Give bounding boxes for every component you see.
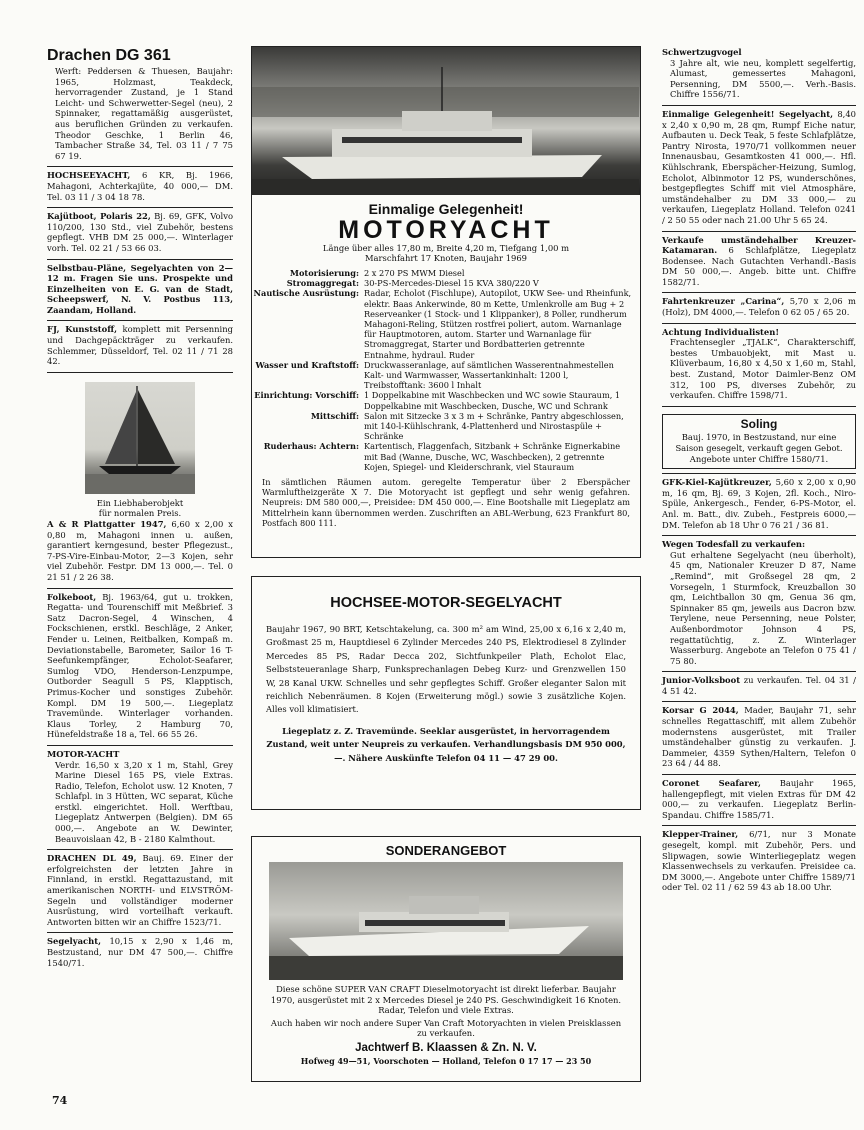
- caption-line-2: für normalen Preis.: [98, 508, 182, 519]
- ad-katamaran: [662, 232, 856, 294]
- motoryacht-kicker: Einmalige Gelegenheit!: [368, 201, 524, 217]
- spec-label: Ruderhaus: Achtern:: [263, 441, 359, 452]
- ad-body: zu verkaufen. Tel. 04 31 / 4 51 42.: [662, 675, 856, 696]
- ad-body: 8,40 x 2,40 x 0,90 m, 28 qm, Rumpf Eiche natur, Aufbauten u. Deck Teak, 5 feste Schlafplätze, Pantry Nirosta, 1970/71 vollkommen neuer Innenausbau, Gesamtkosten 41 000,—. Hfl. Kühlschrank, Eberspächer-Heizung, Sumlog, Echolot, Albinmotor 12 PS, wunderschönes, bestgepflegtes Schiff mit viel Atmosphäre, umständehalber zu DM 33 000,— zu verkaufen, Liegeplatz Holland. Telefon 0241 / 2 50 55 oder nach 21.00 Uhr 5 65 24.: [662, 108, 856, 225]
- spec-label: Stromaggregat:: [286, 278, 359, 289]
- ad-head: HOCHSEEYACHT,: [47, 170, 131, 181]
- ad-body: Frachtensegler „TJALK“, Charakterschiff, bestes Umbauobjekt, mit Mast u. Klüverbaum, 16,80 x 4,50 x 1,60 m, Stahl, best. Zustand, Motor Daimler-Benz OM 312, 100 PS, diverses Zubehör, zu verkaufen. Chiffre 1598/71.: [670, 337, 856, 401]
- spec-row: [252, 411, 632, 442]
- ad-body: 6 Schlafplätze, Liegeplatz Bodensee. Nach Gutachten Verhandl.-Basis DM 50 000,—. Angeb. bitte unt. Chiffre 1582/71.: [662, 245, 857, 287]
- ad-head: Schwertzugvogel: [662, 47, 742, 57]
- spec-row: [252, 390, 632, 410]
- spec-value: Kartentisch, Flaggenfach, Sitzbank + Schränke Eignerkabine mit Bad (Wanne, Dusche, WC, Waschbecken), 2 getrennte Kojen, Spiegel- und Kleiderschrank, viel Stauraum: [364, 441, 621, 472]
- ad-selbstbau: [47, 260, 233, 322]
- spec-value: Radar, Echolot (Fischlupe), Autopilot, UKW See- und Rheinfunk, elektr. Baas Ankerwinde, 80 m Kette, Umlenkrolle am Bug + 2 Reserveanker (1 Stock- und 1 Klippanker), 8 Poller, rundherum Mahagoni-Reling, Stützen rostfrei poliert, autom. Warnanlage für Hauptmotoren, autom. Starter und Warnanlage für Stromaggregat, Starter und Bordbatterien getrennte Entnahme, hydraul. Ruder: [364, 288, 632, 360]
- ad-body: komplett mit Persenning und Dachgepäckträger zu verkaufen. Schlemmer, Düsseldorf, Tel. 02 11 / 71 28 42.: [47, 324, 233, 367]
- ad-body: Bj. 69, GFK, Volvo 110/200, 130 Std., viel Zubehör, bestens gepflegt. VHB DM 25 000,—. Winterlager vorh. Tel. 02 21 / 53 66 03.: [47, 211, 233, 253]
- ad-body: Werft: Peddersen & Thuesen, Baujahr: 1965, Holzmast, Teakdeck, hervorragender Zustand, je 1 Stand Leicht- und Schwerwetter-Segel (neu), 2 Spinnaker, regattamäßig ausgerüstet, aus beruflichen Gründen zu verkaufen. Theodor Geschke, 1 Berlin 46, Tambacher Straße 34, Tel. 03 11 / 7 75 67 19.: [55, 66, 233, 161]
- sonder-photo: [269, 862, 623, 980]
- ad-head: Junior-Volksboot: [662, 675, 741, 686]
- ad-head: Einmalige Gelegenheit! Segelyacht,: [662, 108, 834, 119]
- sailboat-icon: [85, 382, 195, 494]
- ad-body: Bauj. 1970, in Bestzustand, nur eine Saison gesegelt, verkauft gegen Gebot. Angebote unter Chiffre 1580/71.: [675, 432, 843, 464]
- spec-row: [252, 360, 632, 391]
- ad-soling: [662, 407, 856, 469]
- motoryacht-title: MOTORYACHT: [338, 216, 554, 244]
- ad-body: Fragen Sie uns. Prospekte und Einzelheiten von E. G. van de Stadt, Scheepswerf, N. V. Postbus 113, Zaandam, Holland.: [47, 273, 233, 315]
- ad-head: Korsar G 2044,: [662, 705, 739, 716]
- motoryacht-icon: [252, 47, 639, 195]
- spec-value: 2 x 270 PS MWM Diesel: [364, 268, 465, 278]
- ad-segelyacht: [47, 933, 233, 973]
- sonder-body-2: Auch haben wir noch andere Super Van Craft Motoryachten in vielen Preisklassen zu verkaufen.: [270, 1017, 622, 1039]
- motoryacht-ad: [251, 46, 641, 558]
- ad-body: Bj. 1963/64, gut u. trokken, Regatta- und Tourenschiff mit Meßbrief. 3 Satz Dacron-Segel, 4 Winschen, 4 Fockschienen, erstkl. Beschläge, 2 Anker, Fender u. Leinen, Reitbalken, Kompaß m. Deviationstabelle, Barometer, Sailor 16 T-Seefunkempfänger, Echolot-Seafarer, Sumlog VDO, Henderson-Lenzpumpe, Outborder Seagull 5 PS, Klapptisch, Primus-Kocher und sonstiges Zubehör. Kompl. DM 19 500,—. Liegeplatz Travemünde. Winterlager vorhanden. Klaus Torley, 2 Hamburg 70, Hünefeldstraße 18 a, Tel. 66 55 26.: [47, 591, 233, 740]
- spec-label: Mittschiff:: [310, 410, 359, 421]
- spec-row: [252, 288, 632, 359]
- ad-head: Verkaufe umständehalber Kreuzer-Katamaran.: [662, 234, 856, 256]
- ad-body: 5,70 x 2,06 m (Holz), DM 4000,—. Telefon 0 62 05 / 65 20.: [662, 296, 856, 318]
- ad-body: Gut erhaltene Segelyacht (neu überholt), 45 qm, Nationaler Kreuzer D 87, Name „Remind“, mit Großsegel 28 qm, 2 Vorsegeln, 1 Sturmfock, Kreuzballon 30 qm, Leichtballon 30 qm, Genua 36 qm, Spinnaker 85 qm, jeweils aus Dacron bzw. Terylene, neue Persenning, neue Polster, Außenbordmotor Johnson 4 PS, regattatüchtig, z. Z. Winterlager Wasserburg. Angebote an Telefon 0 75 41 / 75 80.: [670, 549, 856, 666]
- spec-label: Wasser und Kraftstoff:: [255, 359, 359, 370]
- hochsee-body: Baujahr 1967, 90 BRT, Ketschtakelung, ca. 300 m² am Wind, 25,00 x 6,16 x 2,40 m, Großmast 25 m, Hauptdiesel 6 Zylinder Mercedes 240 PS, Elektrodiesel 8 Zylinder Mercedes 85 PS, Radar Decca 202, Sichtfunkpeiler Plath, Echolot Elac, Selbststeueranlage Sharp, Funksprechanlagen Debeg Kurz- und Grenzwellen 150 W, 28 Kanal UKW. Schnelles und sehr gepflegtes Schiff. Großer eleganter Salon mit reichlich Nebenräumen. 8 Kojen (Erweiterung mögl.) sowie 3 zusätzliche Kojen. Alles voll klimatisiert.: [266, 624, 626, 715]
- ad-todesfall: [662, 536, 856, 672]
- ad-body: 6,60 x 2,00 x 0,80 m, Mahagoni innen u. außen, garantiert kerngesund, bester Pflegezust., 7-PS-Vire-Einbau-Motor, 2—3 Kojen, sehr viel Zubehör. Festpr. DM 13 000,—. Tel. 0 21 51 / 2 26 38.: [47, 519, 233, 582]
- motoryacht-dims: Länge über alles 17,80 m, Breite 4,20 m, Tiefgang 1,00 m: [322, 243, 570, 253]
- ad-head: Folkeboot,: [47, 591, 97, 602]
- ad-drachen-dg361: [47, 44, 233, 167]
- ad-coronet: [662, 775, 856, 826]
- spec-value: Druckwasseranlage, auf sämtlichen Wasserentnahmestellen Kalt- und Warmwasser, Wassertankinhalt: 1200 l, Treibstofftank: 3600 l Inhalt: [364, 359, 614, 391]
- ad-head: Kajütboot, Polaris 22,: [47, 211, 151, 222]
- ad-motor-yacht: [47, 746, 233, 850]
- ad-head: Wegen Todesfall zu verkaufen:: [662, 539, 806, 550]
- ad-junior-volksboot: [662, 672, 856, 702]
- motorboat-icon: [269, 862, 623, 980]
- motoryacht-speed: Marschfahrt 17 Knoten, Baujahr 1969: [364, 253, 528, 263]
- motoryacht-specs: [252, 268, 640, 472]
- ad-head: FJ, Kunststoff,: [47, 324, 118, 335]
- ad-body: Verdr. 16,50 x 3,20 x 1 m, Stahl, Grey Marine Diesel 165 PS, viele Extras. Radio, Telefon, Echolot usw. 12 Knoten, 7 Schlafpl. in 3 Hütten, WC separat, Küche erstkl. eingerichtet. Holl. Werftbau, Liegeplatz Antwerpen (Belgien). DM 65 000,—. Angebote an W. Dewinter, Beauvoislaan 42, B - 2180 Kalmthout.: [55, 759, 233, 844]
- spec-row: [252, 268, 632, 278]
- ad-gfk-kiel: [662, 473, 856, 536]
- ad-body: 3 Jahre alt, wie neu, komplett segelfertig, Alumast, gemessertes Mahagoni, Persenning, DM 5500,—. Verh.-Basis. Chiffre 1556/71.: [670, 57, 856, 100]
- ad-drachen-dl49: [47, 850, 233, 933]
- caption-line-1: Ein Liebhaberobjekt: [96, 497, 184, 508]
- ad-fj: [47, 321, 233, 372]
- right-column: [662, 44, 856, 898]
- sonder-company: Jachtwerf B. Klaassen & Zn. N. V.: [355, 1041, 537, 1054]
- spec-label: Motorisierung:: [289, 268, 359, 278]
- hochsee-footer: Liegeplatz z. Z. Travemünde. Seeklar ausgerüstet, in hervorragendem Zustand, weit unter Neupreis zu verkaufen. Verhandlungsbasis DM 950 000,—. Nähere Auskünfte Telefon 04 11 — 47 29 00.: [266, 725, 626, 763]
- spec-row: [252, 441, 632, 472]
- spec-row: [252, 278, 632, 288]
- motoryacht-photo: [252, 47, 640, 195]
- sonder-body: Diese schöne SUPER VAN CRAFT Dieselmotoryacht ist direkt lieferbar. Baujahr 1970, ausgerüstet mit 2 x Mercedes Diesel je 240 PS. Geschwindigkeit 16 Knoten. Radar, Telefon und viele Extras.: [270, 984, 622, 1016]
- ad-body: 6/71, nur 3 Monate gesegelt, kompl. mit Zubehör, Pers. und Slipwagen, sowie Winterliegeplatz wegen Klassenwechsels zu verkaufen. Preisidee ca. DM 3000,—. Angebote unter Chiffre 1589/71 oder Tel. 02 11 / 62 59 43 ab 18.00 Uhr.: [662, 829, 856, 893]
- hochsee-title: HOCHSEE-MOTOR-SEGELYACHT: [330, 595, 562, 611]
- spec-label: Einrichtung: Vorschiff:: [254, 390, 359, 401]
- left-column: [47, 44, 233, 973]
- sonderangebot-ad: [251, 836, 641, 1082]
- ad-body: 6 KR, Bj. 1966, Mahagoni, Achterkajüte, 40 000,— DM. Tel. 03 11 / 3 04 18 78.: [47, 170, 233, 202]
- ad-box-title: Soling: [740, 416, 778, 431]
- ad-body: Bauj. 69. Einer der erfolgreichsten der letzten Jahre in Finnland, in erstkl. Regattazustand, mit amerikanischen NORTH- und ELVSTRÖM-Segeln und vollständiger moderner Ausrüstung, wird vorteilhaft verkauft. Antworten bitten wir an Chiffre 1523/71.: [47, 853, 233, 927]
- ad-head: Selbstbau-Pläne, Segelyachten von 2—12 m.: [47, 262, 233, 284]
- ad-body: 5,60 x 2,00 x 0,90 m, 16 qm, Bj. 69, 3 Kojen, 2fl. Koch., Niro-Spüle, Ankergesch., Fender, 6-PS-Motor, el. Anl. m. Batt., div. Zubeh., Festpreis 6000,— DM. Telefon ab 18 Uhr 0 76 21 / 36 81.: [662, 477, 856, 530]
- sonder-address: Hofweg 49—51, Voorschoten — Holland, Telefon 0 17 17 — 23 50: [300, 1055, 592, 1066]
- ad-carina: [662, 293, 856, 323]
- ad-head: MOTOR-YACHT: [47, 748, 120, 759]
- ad-body: Baujahr 1965, hallengepflegt, mit vielen Extras für DM 42 000,— zu verkaufen. Liegeplatz Berlin-Spandau. Chiffre 1585/71.: [662, 778, 857, 820]
- ad-title: Drachen DG 361: [47, 47, 171, 64]
- hochsee-ad: [251, 576, 641, 810]
- ad-einmalige-segelyacht: [662, 106, 856, 232]
- spec-value: 1 Doppelkabine mit Waschbecken und WC sowie Stauraum, 1 Doppelkabine mit Waschbecken, Dusche, WC und Schrank: [364, 390, 621, 411]
- ad-head: Achtung Individualisten!: [662, 326, 780, 337]
- ad-tjalk: [662, 324, 856, 407]
- ad-body: Mader, Baujahr 71, sehr schnelles Regattaschiff, mit allem Zubehör modernstens ausgerüstet, mit Trailer umständehalber günstig zu verkaufen. J. Dammeier, 4359 Sythen/Haltern, Telefon 0 23 64 / 44 88.: [662, 705, 856, 769]
- spec-label: Nautische Ausrüstung:: [253, 288, 359, 299]
- ad-plattgatter: [47, 373, 233, 589]
- page-number: 74: [52, 1094, 68, 1107]
- spec-value: 30-PS-Mercedes-Diesel 15 KVA 380/220 V: [364, 278, 539, 289]
- ad-head: DRACHEN DL 49,: [47, 853, 137, 864]
- ad-schwertzugvogel: [662, 44, 856, 106]
- ad-head: Segelyacht,: [47, 936, 102, 947]
- sailboat-photo: [85, 382, 195, 494]
- ad-head: Klepper-Trainer,: [662, 829, 739, 840]
- ad-head: A & R Plattgatter 1947,: [47, 519, 167, 530]
- ad-folkeboot: [47, 589, 233, 746]
- spec-value: Salon mit Sitzecke 3 x 3 m + Schränke, Pantry abgeschlossen, mit 140-l-Kühlschrank, 4-Plattenherd und Nirostaspüle + Schränke: [364, 410, 624, 442]
- ad-head: Fahrtenkreuzer „Carina“,: [662, 296, 785, 307]
- sonder-title: SONDERANGEBOT: [385, 843, 507, 858]
- ad-body: 10,15 x 2,90 x 1,46 m, Bestzustand, nur DM 47 500,—. Chiffre 1540/71.: [47, 936, 233, 968]
- ad-kajuetboot: [47, 208, 233, 259]
- ad-head: GFK-Kiel-Kajütkreuzer,: [662, 477, 772, 488]
- ad-korsar: [662, 702, 856, 775]
- ad-head: Coronet Seafarer,: [662, 778, 761, 789]
- motoryacht-footer: In sämtlichen Räumen autom. geregelte Temperatur über 2 Eberspächer Warmluftheizgeräte X 7. Die Motoryacht ist gepflegt und sehr wenig gefahren. Neupreis: DM 580 000,—, Preisidee: DM 450 000,—. Eine Bootshalle mit Liegeplatz am Mittelrhein kann übernommen werden. Zuschriften an ABL-Werbung, 623 Frankfurt 80, Postfach 800 111.: [262, 477, 630, 528]
- ad-hochseeyacht: [47, 167, 233, 208]
- ad-klepper: [662, 826, 856, 898]
